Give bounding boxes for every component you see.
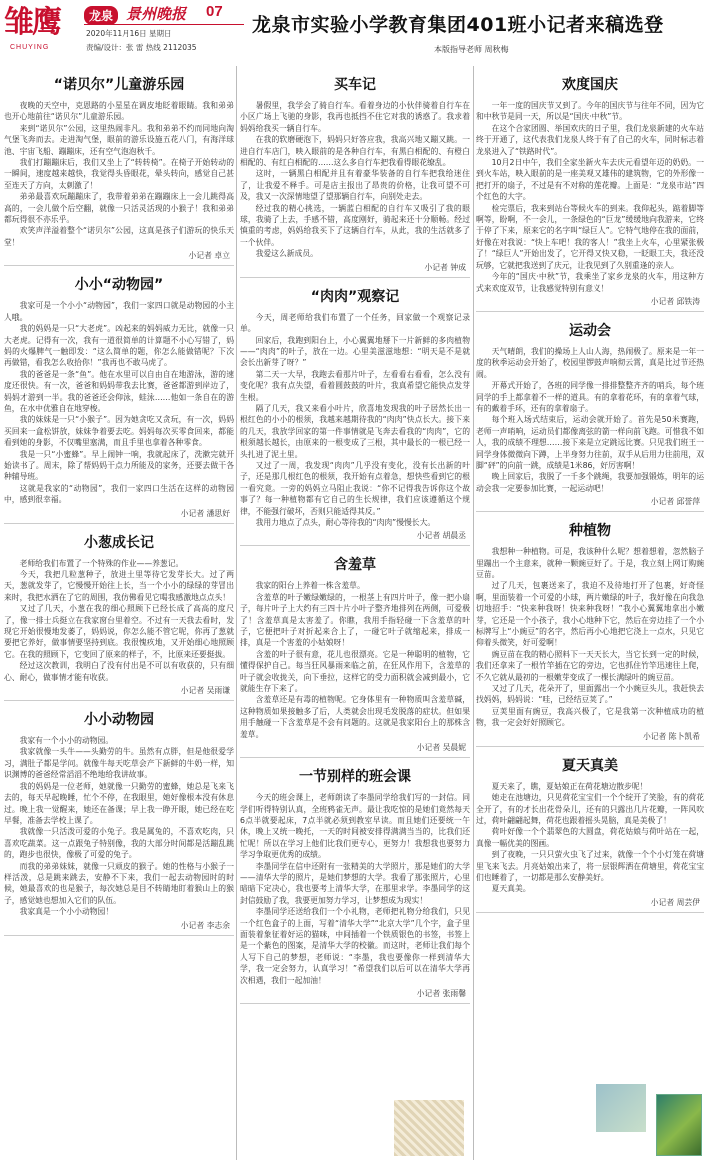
logo-subtext: CHUYING	[10, 44, 50, 51]
article-paragraph: 10月2日中午，我们全家坐新火车去庆元看望年迈的奶奶。一到火车站，映入眼前的是一座美观又雄伟的建筑物，它的外形像一把打开的扇子，不过是有不对称的莲花瓣。上面是：“龙泉市站”四个红色的大字。	[476, 158, 704, 202]
article-body	[240, 100, 470, 260]
editor-line: 责编/设计：张 雷 热线 2112035	[86, 43, 197, 52]
article-title: 运动会	[569, 322, 611, 339]
article-separator	[240, 277, 470, 278]
article-paragraph: 检完票后，我来到站台等候火车的到来。我仰起头，踮着脚等啊等，盼啊，不一会儿，一条绿色的“巨龙”缓缓地向我游来，它终于停了下来，原来它的名字叫“绿巨人”。它特气地停在我的面前，好像在对我说：“快上车吧！我的客人！”我坐上火车，心里紧张极了！“绿巨人”开始出发了，它开得又快又稳，一眨眼工夫，我还没玩够，它就把我送到了庆元，让我见到了久别重逢的亲人。	[476, 203, 704, 270]
photo-image	[656, 1094, 702, 1156]
article-byline: 小记者 李志余	[180, 920, 230, 930]
article-separator	[4, 523, 234, 524]
article-paragraph: 今年的“国庆·中秋”节，我乘坐了家乡龙泉的火车，用这种方式来欢度双节，让我感觉特别有意义！	[476, 272, 704, 293]
page-headline: 龙泉市实验小学教育集团401班小记者来稿选登	[252, 14, 664, 36]
article-paragraph: 天气晴朗，我们的操场上人山人海，热闹极了。原来是一年一度的秋季运动会开始了，校园里锣鼓声响彻云霄，真是比过节还热闹。	[476, 346, 704, 379]
article-separator	[4, 700, 234, 701]
issue-date: 2020年11月16日 星期日	[86, 29, 172, 38]
article-body	[476, 546, 704, 729]
article-paragraph: 我的妈妈是一只“大老虎”。凶起来的妈妈威力无比，就像一只大老虎。记得有一次，我有一道很简单的计算题不小心写错了，妈妈的火爆脾气一触即发：“这么简单的题，你怎么能做错呢？下次再做错，看我怎么收拾你！”我再也不敢马虎了。	[4, 324, 234, 368]
article-paragraph: 在这个合家团圆、举国欢庆的日子里，我们龙泉新建的火车站终于开通了，这代表我们龙泉人终于有了自己的火车，同时标志着龙泉进入了“铁路时代”。	[476, 123, 704, 156]
article-paragraph: 在我的软磨硬泡下，妈妈只好答应我，我高兴地又蹦又跳。一进自行车店门，映入眼前的是各种自行车，有黑白相配的、有橙白相配的、有红白相配的……这么多自行车把我看得眼花缭乱。	[240, 135, 470, 168]
decorative-image	[596, 1084, 646, 1132]
article-title: 小葱成长记	[84, 534, 154, 551]
article	[240, 766, 470, 1004]
article-paragraph: 到了夜晚，一只只萤火虫飞了过来，就像一个个小灯笼在荷塘里飞来飞去。月亮姑娘出来了，将一层银辉洒在荷塘里，荷花宝宝们也睡着了，一切都是那么安静美好。	[476, 850, 704, 882]
article-byline: 小记者 邱铁涛	[650, 296, 700, 306]
article-body	[240, 792, 470, 986]
article-title: 小小“动物园”	[74, 277, 164, 294]
article-title: “肉肉”观察记	[310, 288, 400, 305]
article-paragraph: 一年一度的国庆节又到了。今年的国庆节与往年不同，因为它和中秋节是同一天，所以是“国庆·中秋”节。	[476, 101, 704, 122]
article-paragraph: 又过了几天，花朵开了，里面露出一个小豌豆头儿，我赶快去找妈妈，妈妈说：“哇，已经结豆荚了。”	[476, 684, 704, 705]
article-paragraph: 今天的班会课上，老师朗读了李墨同学给我们写的一封信。同学们听得特别认真，全班鸦雀无声。最让我吃惊的是她们竟然每天6点半就要起床，7点半就必须到教室早读。而且她们还要统一午休，晚上又统一晚托，一天的时间被安排得满满当当的，比我们还忙呢！所以在学习上他们比我们更专心，更努力！我想我也要努力学习争取更优秀的成绩。	[240, 793, 470, 860]
article	[240, 554, 470, 758]
article-paragraph: 暑假里，我学会了骑自行车。看着身边的小伙伴骑着自行车在小区广场上飞驰的身影，我再也抵挡不住它对我的诱惑了。我求着妈妈给我买一辆自行车。	[240, 101, 470, 133]
article	[4, 74, 234, 266]
column-left	[4, 66, 234, 1160]
article-paragraph: 夏天来了，瞧，夏姑娘正在荷花塘边散步呢！	[491, 781, 648, 791]
article-byline: 小记者 邱誉萍	[650, 497, 700, 507]
article-paragraph: 李墨同学还送给我们一个小礼物，老师把礼物分给我们，只见一个红色盒子的上面，写着“清华大学”“北京大学”几个字，盒子里面装着象征着好运的猫咪，中间插着一个铁质银色的书签，书签上是一个紫色的图案，是清华大学的校徽。而这时，老师让我们每个人写下自己的梦想，老师说：“李墨，我也要像你一样到清华大学，我一定会努力，认真学习！”希望我们以后可以在清华大学再次相遇，我们一起加油！	[240, 907, 470, 985]
article-paragraph: 经过这次教训，我明白了没有付出是不可以有收获的，只有细心、耐心，做事情才能有收获。	[4, 661, 234, 682]
article-paragraph: 夜晚的天空中，克恩路的小星星在调皮地眨着眼睛。我和弟弟也开心地前往“诺贝尔”儿童游乐园。	[4, 101, 234, 122]
article-paragraph: 我家有一个小小的动物园。	[19, 736, 114, 746]
article-byline: 小记者 周芸伊	[650, 897, 700, 907]
article-byline: 小记者 吴晨妮	[416, 743, 466, 753]
article-paragraph: 我家真是一个小小动物园！	[19, 907, 114, 917]
article-paragraph: 我家就像一头牛——头勤劳的牛。虽然有点胖，但是他很爱学习，满肚子都是学问。就像牛每天吃草会产下新鲜的牛奶一样，知识渊博的爸爸经常滔滔不绝地给我讲故事。	[4, 747, 234, 780]
article-paragraph: 含羞的叶子很有意，花儿也很漂亮。它是一种聪明的植物，它懂得保护自己。每当狂风暴雨来临之前，在狂风作用下，含羞草的叶子就会收拢关，向下垂拉，这样它的受力面积就会减到最小，它就能生存下来了。	[240, 649, 470, 694]
article-paragraph: 我的爸爸是一条“鱼”。他在水里可以自由自在地游泳，游的速度还很快。有一次，爸爸和妈妈带我去比赛，爸爸都游到岸边了，妈妈才游到一半。我的爸爸还会仰泳，蛙泳……他如一条自在的游鱼，在水中优雅自在地穿梭。	[4, 369, 234, 413]
article-byline: 小记者 钟成	[424, 262, 466, 272]
article-title: “诺贝尔”儿童游乐园	[53, 77, 185, 93]
article-title: 买车记	[334, 77, 376, 93]
article-body	[4, 558, 234, 683]
article-paragraph: 而我的弟弟妹妹，就像一只顽皮的猴子。她的性格与小猴子一样活泼，总是跳来跳去，安静不下来，我们一起去动物园时的时候，她最喜欢的也是猴子，每次她总是目不转睛地盯着猴山上的猴子，感觉她也想加入它们的队伍。	[4, 861, 234, 905]
article-paragraph: 弟弟最喜欢玩蹦蹦床了，我带着弟弟在蹦蹦床上一会儿跳得高高的，一会儿做个后空翻，就像一只活灵活现的小猴子！我和弟弟都玩得很不亦乐乎。	[4, 192, 234, 225]
article-paragraph: 过了几天，包裹送来了，我迫不及待地打开了包裹，好奇怪啊，里面装着一个可爱的小球，两片嫩绿的叶子，我好像在向我急切地招手：“快来种我呀！快来种我呀！”我小心翼翼地拿出小嫩芽，它还是一个小孩子，我小心地种下它，然后在旁边挂了一个小标牌写上“小豌豆”的名字，然后再小心地把它浇上一点水，只见它仰着头微笑，好可爱啊！	[476, 581, 704, 648]
article-title: 含羞草	[334, 557, 376, 574]
masthead	[0, 0, 708, 62]
article-paragraph: 豆荚里面有豌豆，我高兴极了，它是我第一次种植成功的植物，我一定会好好照顾它。	[476, 706, 704, 728]
article-paragraph: 晚上回家后，我脱了一千多个跳绳，我要加强锻炼，明年的运动会我一定要参加比赛，一起运动吧！	[476, 472, 704, 493]
article-title: 欢度国庆	[562, 77, 618, 93]
article-paragraph: 老师给我们布置了一个特殊的作业——养葱记。	[19, 558, 184, 568]
article-body	[476, 100, 704, 294]
article-separator	[240, 757, 470, 758]
article-separator	[4, 935, 234, 936]
article-paragraph: 我用力地点了点头，耐心等待我的“肉肉”慢慢长大。	[255, 518, 436, 527]
article-paragraph: 我爱这么新成员。	[255, 249, 318, 259]
article-paragraph: 经过我的精心挑选，一辆蓝白相配的自行车又吸引了我的眼球，我骑了上去，手感不错，高度刚好，骑起来还十分顺畅。经过慎重的考虑，妈妈给我买下了这辆自行车，从此，我的生活就多了一个伙伴。	[240, 203, 470, 247]
article-separator	[476, 912, 704, 913]
article-paragraph: 今天，周老师给我们布置了一个任务，回家做一个观察记录单。	[240, 312, 470, 334]
article-byline: 小记者 潘思好	[180, 508, 230, 518]
article-byline: 小记者 胡晨丞	[416, 531, 466, 541]
article-paragraph: 含羞草的叶子嫩绿嫩绿的，一根茎上有四片叶子，像一把小扇子，每片叶子上大约有三四十片小叶子整齐地排列在两侧，可爱极了！含羞草真是太害羞了。你瞧，我用手指轻碰一下含羞草的叶子，它便把叶子对折起来合上了，一碰它叶子就缩起来，排成一排，真是一个害羞的小姑娘呀！	[240, 592, 470, 648]
article	[240, 286, 470, 547]
article-paragraph: 李墨同学在信中还附有一张精美的大学照片，那是她们的大学——清华大学的照片，是她们梦想的大学。我看了那张照片，心里暗暗下定决心，我也要考上清华大学，在那里求学。李墨同学的这封信鼓励了我，我要更加努力学习，让梦想成为现实！	[240, 861, 470, 905]
article	[476, 755, 704, 913]
article-body	[4, 100, 234, 248]
article-body	[4, 300, 234, 505]
article-title: 夏天真美	[562, 757, 618, 774]
article-byline: 小记者 张雨馨	[416, 989, 466, 998]
article-body	[4, 735, 234, 918]
article	[476, 320, 704, 512]
article-byline: 小记者 吴雨谦	[180, 686, 230, 696]
article-separator	[240, 545, 470, 546]
paper-name: 景州晚报	[126, 5, 187, 23]
article-paragraph: 我家可是一个小小“动物园”，我们一家四口就是动物园的小主人哦。	[4, 301, 234, 322]
article-title: 小小动物园	[84, 712, 154, 729]
masthead-rule	[84, 24, 244, 25]
article-paragraph: 我想种一种植物。可是，我该种什么呢？想着想着，忽然脑子里蹦出一个主意来，就种一颗豌豆好了。于是，我立刻上网订购豌豆苗。	[476, 547, 704, 579]
article-paragraph: 来到“诺贝尔”公园，这里热闹非凡。我和弟弟不约而同地向淘气堡飞奔而去。走进淘气堡，眼前的游乐设施五花八门，有海洋球池、宇宙飞船、蹦蹦床，还有空气泡泡秋千。	[4, 123, 234, 156]
article-paragraph: 欢笑声洋溢着整个“诺贝尔”公园，这真是孩子们游玩的快乐天堂！	[4, 226, 234, 247]
article-paragraph: 隔了几天，我又来看小叶片，欣喜地发现我的叶子居然长出一根红色的小小的根须，我越来越期待我的“肉肉”快点长大。接下来的几天，我放学回家的第一件事情就是飞奔去看我的“肉肉”，它的根须越长越长，由原来的一根变成了三根，其中最长的一根已经一头扎进了泥土里。	[240, 403, 470, 459]
article-paragraph: 第二天一大早，我跑去看那片叶子，左看看右看看，怎么没有变化呢？我有点失望，看着圆鼓鼓的叶片，我真希望它能快点发芽生根。	[240, 369, 470, 402]
article-paragraph: 含羞草还是有毒的植物呢。它身体里有一种物质叫含羞草碱，这种物质如果接触多了后，人类就会出现毛发脱落的症状。但如果用手触碰一下含羞草是不会有问题的。这就是我家阳台上的那株含羞草。	[240, 695, 470, 739]
article-paragraph: 她走在池塘边，只见荷花宝宝们一个个绽开了笑脸，有的荷花全开了，有的才长出花骨朵儿，还有的只露出几片花瓣，一阵风吹过，荷叶翩翩起舞，荷花也跟着摇头晃脑，真是美极了！	[476, 793, 704, 825]
article-paragraph: 我的妈妈是一位老师，她就像一只勤劳的蜜蜂，她总是飞来飞去的，每天早起晚睡，忙个不停，在我眼里，她好像根本没有休息过。晚上我一觉醒来，她还在备课；早上我一睁开眼，她已经在吃早餐，准备去学校上课了。	[4, 781, 234, 825]
article-paragraph: 开幕式开始了，各班的同学像一排排整整齐齐的哨兵，每个班同学的手上都拿着不一样的道具。有的拿着花环，有的拿着气球，有的戴着手环，还有的拿着扇子。	[476, 381, 704, 413]
article-paragraph: 这时，一辆黑白相配并且有着豪华装备的自行车把我给迷住了，让我爱不释手。可是店主报出了昂贵的价格，让我可望不可及，我又一次深情地望了望那辆自行车，向别处走去。	[240, 169, 470, 202]
article-paragraph: 我们打蹦蹦床后，我们又坐上了“转转椅”。在椅子开始转动的一瞬间，速度越来越快，我觉得头昏眼花，晕头转向，感觉自己甚至连天了方向，太刺激了！	[4, 158, 234, 190]
column-right	[476, 66, 704, 1160]
article-byline: 小记者 陈卜凯希	[642, 731, 700, 741]
article-paragraph: 这就是我家的“动物园”，我们一家四口生活在这样的动物园中，感到很幸福。	[4, 483, 234, 505]
article-body	[476, 346, 704, 494]
article-body	[240, 580, 470, 740]
article-separator	[476, 746, 704, 747]
article-paragraph: 我的妹妹是一只“小猴子”。因为她贪吃又贪玩，有一次，妈妈买回来一盒松饼放，妹妹争着要去吃。妈妈每次买零食回来，都能看到她的身影，不仅嘴里塞满，而且手里也拿着各种零食。	[4, 415, 234, 448]
article-paragraph: 又过了几天，小葱在我的细心照顾下已经长成了高高的度尺了，像一排士兵挺立在我家窗台里着空。不过有一天我去看时，发现它开始很慢地发萎了，妈妈说，你怎么能不管它呢，你再了葱就要把它养好，做事情要坚持到底。我很愧疚地，又开始细心地照顾它。在我的照顾下，它变回了原来的样子，不，比原来还要挺拔。	[4, 604, 234, 659]
article-paragraph: 又过了一周，我发现“肉肉”几乎没有变化，没有长出新的叶子，还是那几根红色的根须，我开始有点着急，想快些看到它的根一看究竟。一旁的妈妈立马阻止我说：“你不记得我告诉你这个故事了？每一种植物都有它自己的生长规律，我们应该遵循这个规律，不能强行破坏，否则只能适得其反。”	[240, 460, 470, 516]
column-divider	[473, 66, 474, 1160]
article-paragraph: 夏天真美。	[491, 884, 531, 894]
article	[4, 274, 234, 523]
article-paragraph: 今天，我把几粒葱种子，放进土里等待它发芽长大。过了两天，葱就发芽了，它慢慢开始往上长，当一个小小的绿绿的芽冒出来时，我把水洒在了它的周围，我仿佛看见它喝我感激地点点头！	[4, 570, 234, 602]
column-divider	[236, 66, 237, 1160]
article	[4, 709, 234, 936]
article-body	[240, 312, 470, 529]
column-middle	[240, 66, 470, 1160]
article-separator	[476, 311, 704, 312]
article-separator	[4, 265, 234, 266]
article-paragraph: 荷叶好像一个个翡翠色的大圆盘，荷花姑娘与荷叶站在一起，真像一幅优美的图画。	[476, 827, 704, 848]
article-paragraph: 我家的阳台上养着一株含羞草。	[255, 581, 365, 591]
article-paragraph: 我就像一只活泼可爱的小兔子。我是属兔的，不喜欢吃肉，只喜欢吃蔬菜。这一点跟兔子特别像，我的大部分时间都是活蹦乱跳的，跑步也很快，像极了可爱的兔子。	[4, 827, 234, 860]
page-number: 07	[206, 3, 223, 20]
article	[240, 74, 470, 278]
article-paragraph: 每个班入场式结束后，运动会就开始了。首先是50米赛跑，老师一声哨响，运动员们都像离弦的箭一样向前飞跑。可惜我不如人，我的成绩不理想……接下来是立定跳远比赛。只见我们班王一同学身体微微向下蹲，上半身努力往前，双手从后用力往前甩，双脚“砰”的向前一跳，成绩是1米86，好厉害啊！	[476, 415, 704, 470]
article-title: 种植物	[569, 523, 611, 540]
article-paragraph: 豌豆苗在我的精心照料下一天天长大，当它长到一定的时候，我们还拿来了一根竹竿插在它的旁边，它也抓住竹竿迅速往上爬，不久它就从最初的一根嫩芽变成了一棵长满绿叶的豌豆苗。	[476, 649, 704, 682]
advisor-line: 本版指导老师 周秋梅	[434, 45, 509, 54]
article-separator	[240, 1003, 470, 1004]
article-paragraph: 回家后，我跑到阳台上，小心翼翼地掰下一片新鲜的多肉植物——“肉肉”的叶子，放在一边。心里美滋滋地想：“明天是不是就会长出新芽了呀？”	[240, 335, 470, 368]
article	[476, 74, 704, 312]
decorative-image	[394, 1100, 464, 1156]
logo-text: 雏鹰	[4, 5, 60, 40]
article	[476, 520, 704, 747]
article-paragraph: 我是一只“小蜜蜂”。早上闹钟一响，我就起床了，洗漱完就开始读书了。周末，除了帮妈妈干点力所能及的家务，还要去做干各种辅导班。	[4, 449, 234, 482]
article	[4, 532, 234, 701]
article-byline: 小记者 卓立	[188, 251, 230, 261]
article-title: 一节别样的班会课	[299, 769, 411, 786]
brand-tag: 龙泉	[84, 6, 118, 25]
article-separator	[476, 511, 704, 512]
article-body	[476, 781, 704, 895]
newspaper-logo	[4, 4, 74, 60]
